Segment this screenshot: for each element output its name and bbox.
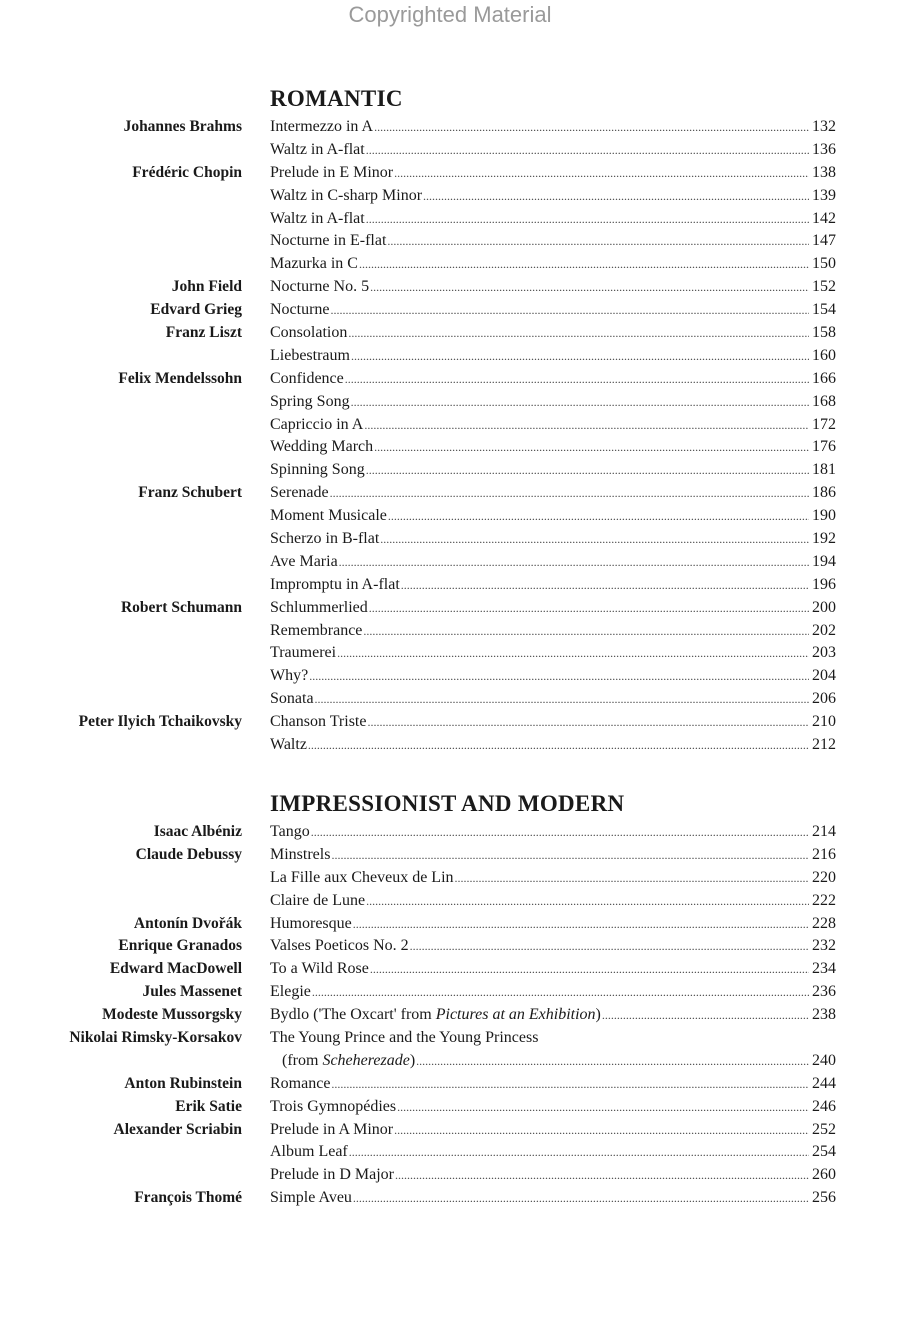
piece-title-text: The Young Prince and the Young Princess [270,1028,539,1046]
piece-title [270,299,330,322]
toc-row [0,913,900,936]
piece-title-text: Waltz in C-sharp Minor [270,186,423,204]
piece-title-text: Elegie [270,983,311,1001]
dot-leader [331,1073,809,1096]
piece-title [270,276,369,299]
piece-title-text: Ave Maria [270,552,338,570]
toc-row [0,890,900,913]
page-number: 190 [812,507,836,525]
toc-row [0,1027,900,1050]
toc-row [0,935,900,958]
composer-name: Peter Ilyich Tchaikovsky [78,713,242,731]
section-heading: IMPRESSIONIST AND MODERN [270,790,625,816]
dot-leader [349,1141,809,1164]
dot-leader [359,253,809,276]
page-number: 212 [812,736,836,754]
piece-title [270,162,393,185]
toc-row [0,230,900,253]
toc-entry [270,642,836,665]
page-number: 236 [812,983,836,1001]
toc-entry [270,116,836,139]
toc-entry [270,688,836,711]
toc-entry [270,185,836,208]
dot-leader [388,505,809,528]
piece-title-text: Confidence [270,369,344,387]
piece-title [270,734,307,757]
piece-title [270,208,365,231]
piece-title-text: Mazurka in C [270,255,358,273]
piece-title [270,482,329,505]
page-number: 254 [812,1143,836,1161]
dot-leader [315,688,809,711]
piece-title [270,821,310,844]
dot-leader [345,368,809,391]
piece-title-text: Romance [270,1074,331,1092]
piece-title [270,368,344,391]
page-number: 194 [812,552,836,570]
dot-leader [366,139,809,162]
piece-title-text: Prelude in A Minor [270,1120,394,1138]
piece-title-text: Prelude in D Major [270,1166,394,1184]
piece-title [270,620,362,643]
dot-leader [380,528,809,551]
piece-title [270,844,330,867]
page-number: 260 [812,1166,836,1184]
page-number: 204 [812,667,836,685]
piece-title [270,1073,330,1096]
piece-title [270,1050,415,1073]
toc-row [0,139,900,162]
toc-row [0,1096,900,1119]
table-of-contents [0,82,900,1210]
toc-row [0,253,900,276]
page-number: 186 [812,484,836,502]
dot-leader [374,116,809,139]
piece-title-text: Consolation [270,324,348,342]
composer-name: Jules Massenet [142,983,242,1001]
toc-entry [270,913,836,936]
dot-leader [455,867,809,890]
toc-entry [270,322,836,345]
piece-title-text: Claire de Lune [270,891,366,909]
piece-title [270,253,358,276]
toc-row [0,1050,900,1073]
piece-title-text: Valses Poeticos No. 2 [270,937,409,955]
piece-title-text: Capriccio in A [270,415,364,433]
toc-row [0,688,900,711]
page-number: 136 [812,140,836,158]
page-number: 158 [812,324,836,342]
dot-leader [309,665,809,688]
piece-title [270,1141,348,1164]
piece-title-text: Minstrels [270,845,331,863]
toc-entry [270,981,836,1004]
toc-row [0,734,900,757]
composer-name: Isaac Albéniz [153,822,242,840]
piece-title-text: (from [282,1051,323,1069]
toc-entry [270,436,836,459]
dot-leader [348,322,809,345]
toc-entry [270,1187,836,1210]
page-number: 210 [812,713,836,731]
page-number: 160 [812,346,836,364]
piece-title [270,597,368,620]
toc-entry [270,459,836,482]
composer-name: François Thomé [134,1189,242,1207]
composer-name: Enrique Granados [118,937,242,955]
copyright-watermark: Copyrighted Material [348,2,552,27]
toc-entry [270,665,836,688]
dot-leader [366,208,809,231]
toc-entry [270,391,836,414]
piece-title-text: Remembrance [270,621,363,639]
toc-row [0,299,900,322]
piece-title [270,1164,394,1187]
page-number: 232 [812,937,836,955]
piece-title-text: Humoresque [270,914,352,932]
piece-title [270,230,386,253]
dot-leader [410,935,809,958]
piece-title-text: Why? [270,667,309,685]
toc-entry [270,230,836,253]
dot-leader [364,414,809,437]
toc-row [0,1004,900,1027]
page-number: 214 [812,822,836,840]
toc-entry [270,551,836,574]
dot-leader [339,551,809,574]
page-number: 246 [812,1097,836,1115]
page-number: 238 [812,1006,836,1024]
toc-row [0,368,900,391]
piece-title-text: Waltz in A-flat [270,140,365,158]
composer-name: Claude Debussy [135,845,242,863]
piece-title [270,981,311,1004]
toc-entry [270,844,836,867]
dot-leader [330,482,809,505]
toc-entry [270,482,836,505]
piece-title-text: Traumerei [270,644,337,662]
piece-title [270,665,308,688]
dot-leader [602,1004,809,1027]
piece-title-text: Nocturne in E-flat [270,232,387,250]
toc-row [0,821,900,844]
toc-row [0,844,900,867]
page-number: 256 [812,1189,836,1207]
piece-title-suffix: ) [595,1006,601,1024]
toc-entry [270,867,836,890]
page-number: 152 [812,278,836,296]
toc-entry [270,253,836,276]
page-number: 150 [812,255,836,273]
toc-row [0,1141,900,1164]
composer-name: Robert Schumann [120,598,242,616]
dot-leader [363,620,809,643]
toc-entry [270,368,836,391]
page-number: 166 [812,369,836,387]
piece-title-text: Nocturne [270,301,330,319]
toc-entry [270,958,836,981]
toc-entry [270,1027,836,1050]
piece-title [270,139,365,162]
toc-entry [270,574,836,597]
dot-leader [394,1119,809,1142]
piece-title-text: Album Leaf [270,1143,348,1161]
toc-entry [270,1119,836,1142]
dot-leader [423,185,809,208]
page-number: 196 [812,575,836,593]
toc-row [0,642,900,665]
piece-title [270,551,338,574]
toc-entry [270,935,836,958]
toc-row [0,867,900,890]
toc-entry [270,139,836,162]
toc-entry [270,1096,836,1119]
dot-leader [397,1096,809,1119]
toc-row [0,981,900,1004]
piece-title [270,505,387,528]
toc-row [0,711,900,734]
piece-title [270,913,352,936]
toc-entry [270,734,836,757]
page-number: 139 [812,186,836,204]
piece-title-text: Chanson Triste [270,713,367,731]
toc-row [0,551,900,574]
dot-leader [337,642,809,665]
page-number: 252 [812,1120,836,1138]
composer-name: Anton Rubinstein [124,1074,242,1092]
page-number: 228 [812,914,836,932]
page-number: 142 [812,209,836,227]
dot-leader [416,1050,809,1073]
page-number: 216 [812,845,836,863]
toc-row [0,482,900,505]
piece-title [270,345,350,368]
piece-title [270,459,365,482]
piece-title-text: Liebestraum [270,346,350,364]
composer-name: Franz Liszt [165,324,242,342]
dot-leader [311,821,809,844]
piece-title [270,1027,538,1050]
piece-title-text: Nocturne No. 5 [270,278,370,296]
dot-leader [351,391,809,414]
page-number: 240 [812,1051,836,1069]
dot-leader [367,711,809,734]
toc-entry [270,597,836,620]
composer-name: Johannes Brahms [123,118,242,135]
toc-row [0,414,900,437]
page-number: 154 [812,301,836,319]
toc-entry [270,620,836,643]
page-number: 202 [812,621,836,639]
piece-title-text: Waltz in A-flat [270,209,365,227]
piece-title-text: Scherzo in B-flat [270,530,380,548]
toc-row [0,345,900,368]
piece-title-text: Intermezzo in A [270,118,374,135]
composer-name: Edvard Grieg [150,301,242,319]
toc-entry [270,711,836,734]
piece-title [270,185,422,208]
piece-title-suffix: ) [409,1051,416,1069]
dot-leader [395,1164,809,1187]
toc-entry [270,821,836,844]
section-heading: ROMANTIC [270,86,403,111]
toc-entry [270,299,836,322]
dot-leader [331,299,809,322]
toc-entry [270,162,836,185]
toc-entry [270,1164,836,1187]
piece-title-text: Wedding March [270,438,374,456]
toc-row [0,208,900,231]
piece-title-text: Impromptu in A-flat [270,575,400,593]
composer-name: Frédéric Chopin [132,163,242,181]
dot-leader [353,913,809,936]
toc-row [0,528,900,551]
dot-leader [366,459,809,482]
piece-title-italic: Scheherezade [322,1051,410,1069]
piece-title [270,867,454,890]
toc-row [0,958,900,981]
toc-entry [270,208,836,231]
composer-name: Modeste Mussorgsky [102,1006,242,1024]
toc-row [0,322,900,345]
toc-entry [270,345,836,368]
toc-entry [270,1050,836,1073]
composer-name: Alexander Scriabin [113,1120,242,1138]
dot-leader [366,890,809,913]
piece-title [270,528,379,551]
toc-row [0,1073,900,1096]
toc-row [0,574,900,597]
dot-leader [370,276,809,299]
piece-title [270,391,350,414]
piece-title [270,574,400,597]
piece-title-text: Schlummerlied [270,598,368,616]
piece-title-text: Prelude in E Minor [270,163,394,181]
piece-title [270,436,373,459]
toc-row [0,620,900,643]
page-number: 222 [812,891,836,909]
page-number: 181 [812,461,836,479]
dot-leader [351,345,809,368]
dot-leader [312,981,809,1004]
page-number: 138 [812,163,836,181]
dot-leader [331,844,809,867]
toc-row [0,665,900,688]
piece-title-text: Serenade [270,484,329,502]
toc-entry [270,890,836,913]
toc-entry [270,1141,836,1164]
toc-entry [270,505,836,528]
dot-leader [401,574,809,597]
piece-title-text: Trois Gymnopédies [270,1097,397,1115]
piece-title-text: Simple Aveu [270,1189,352,1207]
page-number: 200 [812,598,836,616]
page-number: 206 [812,690,836,708]
piece-title [270,414,363,437]
piece-title-text: Bydlo ('The Oxcart' from [270,1006,436,1024]
page-number: 192 [812,530,836,548]
toc-row [0,116,900,139]
piece-title [270,958,369,981]
piece-title [270,322,347,345]
piece-title [270,642,336,665]
toc-row [0,459,900,482]
piece-title [270,116,373,139]
dot-leader [353,1187,809,1210]
piece-title [270,688,314,711]
piece-title-text: La Fille aux Cheveux de Lin [270,868,454,886]
dot-leader [370,958,809,981]
piece-title [270,1187,352,1210]
composer-name: Erik Satie [175,1097,242,1115]
toc-entry [270,528,836,551]
toc-row [0,391,900,414]
piece-title [270,935,409,958]
page-number: 172 [812,415,836,433]
piece-title-italic: Pictures at an Exhibition [435,1006,596,1024]
toc-row [0,505,900,528]
toc-row [0,1119,900,1142]
page-number: 168 [812,392,836,410]
toc-row [0,276,900,299]
composer-name: Franz Schubert [138,484,242,502]
page-number: 220 [812,868,836,886]
dot-leader [369,597,809,620]
page-number: 203 [812,644,836,662]
toc-row [0,162,900,185]
toc-row [0,1164,900,1187]
composer-name: Nikolai Rimsky-Korsakov [69,1028,242,1046]
piece-title [270,1119,393,1142]
page-number: 147 [812,232,836,250]
toc-row [0,185,900,208]
composer-name: John Field [171,278,242,296]
piece-title [270,711,366,734]
piece-title [270,1004,601,1027]
dot-leader [374,436,809,459]
dot-leader [394,162,809,185]
toc-entry [270,1004,836,1027]
toc-entry [270,276,836,299]
composer-name: Felix Mendelssohn [118,369,242,387]
piece-title-text: Moment Musicale [270,507,387,525]
page-number: 132 [812,118,836,135]
page-number: 234 [812,960,836,978]
piece-title-text: Spinning Song [270,461,365,479]
toc-entry [270,1073,836,1096]
piece-title-text: Waltz [270,736,307,754]
toc-row [0,597,900,620]
piece-title-text: Sonata [270,690,314,708]
toc-row [0,1187,900,1210]
piece-title [270,1096,396,1119]
piece-title-text: To a Wild Rose [270,960,369,978]
dot-leader [308,734,809,757]
composer-name: Edward MacDowell [109,960,242,978]
piece-title [270,890,365,913]
piece-title-text: Tango [270,822,310,840]
toc-row [0,436,900,459]
dot-leader [387,230,809,253]
page-number: 176 [812,438,836,456]
page-number: 244 [812,1074,836,1092]
toc-entry [270,414,836,437]
composer-name: Antonín Dvořák [133,914,242,932]
piece-title-text: Spring Song [270,392,350,410]
